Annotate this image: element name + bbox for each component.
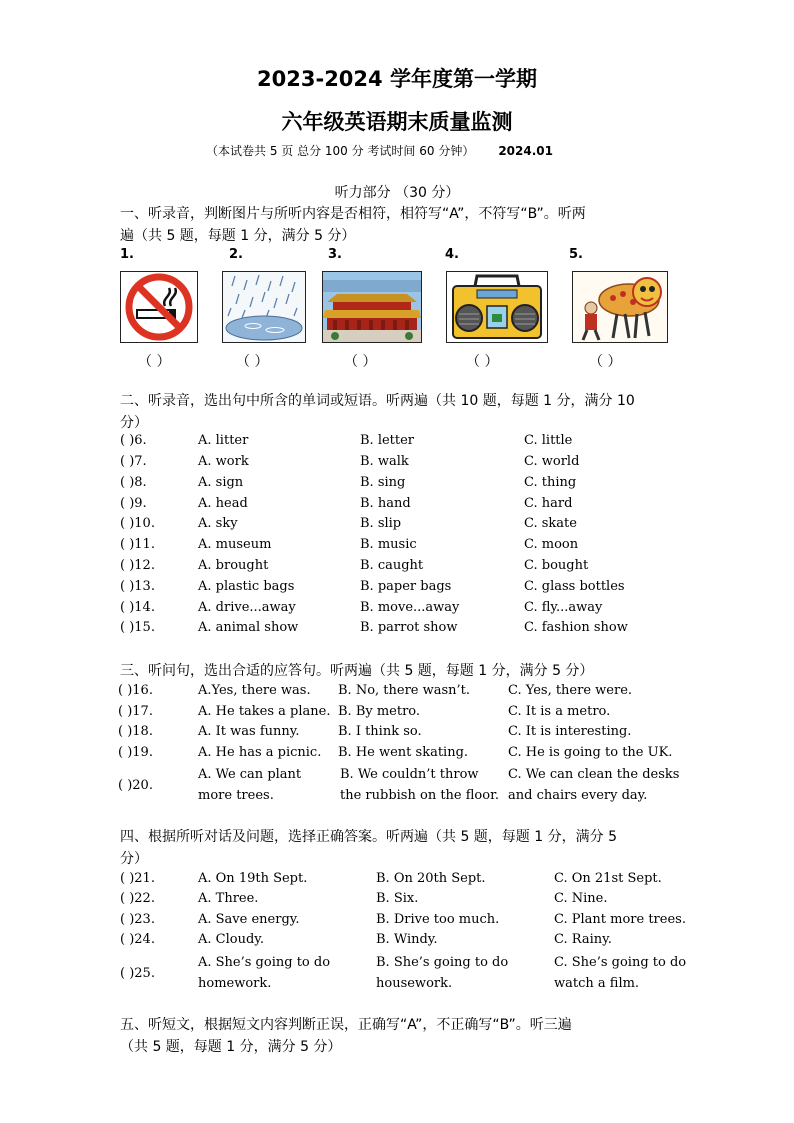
question-row <box>120 910 700 930</box>
lion-dance-icon <box>573 272 667 342</box>
option-a[interactable]: A. Save energy. <box>198 912 300 927</box>
question-row <box>120 869 700 889</box>
option-a[interactable]: A. He takes a plane. <box>198 704 331 719</box>
option-c[interactable]: C. Rainy. <box>554 932 612 947</box>
option-c-line1[interactable]: C. She’s going to do <box>554 955 687 970</box>
option-b[interactable]: B. move...away <box>360 600 460 615</box>
option-b[interactable]: B. letter <box>360 433 415 448</box>
option-a[interactable]: A. Cloudy. <box>198 932 265 947</box>
exam-subtitle: 六年级英语期末质量监测 <box>281 110 513 134</box>
option-b[interactable]: B. music <box>360 537 417 552</box>
option-c-line2[interactable]: watch a film. <box>554 976 640 991</box>
question-row <box>120 952 700 994</box>
option-a[interactable]: A. On 19th Sept. <box>198 871 308 886</box>
option-a[interactable]: A. drive...away <box>198 600 296 615</box>
question-number[interactable]: ( )18. <box>118 724 153 739</box>
question-number[interactable]: ( )6. <box>120 433 147 448</box>
exam-info <box>206 142 553 159</box>
section1-instruction-line1: 一、听录音，判断图片与所听内容是否相符，相符写“A”，不符写“B”。听两 <box>120 206 586 222</box>
option-a-line1[interactable]: A. We can plant <box>198 767 302 782</box>
question-number[interactable]: ( )23. <box>120 912 155 927</box>
question-row <box>120 598 700 618</box>
question-number[interactable]: ( )16. <box>118 683 153 698</box>
question-number[interactable]: ( )13. <box>120 579 155 594</box>
option-b[interactable]: B. By metro. <box>338 704 421 719</box>
option-c-line2[interactable]: and chairs every day. <box>508 788 648 803</box>
question-row <box>120 556 700 576</box>
option-b[interactable]: B. sing <box>360 475 406 490</box>
option-a[interactable]: A. animal show <box>198 620 299 635</box>
question-row <box>118 743 698 763</box>
section5-instruction-line2: （共 5 题，每题 1 分，满分 5 分） <box>120 1039 342 1055</box>
option-b-line2[interactable]: housework. <box>376 976 453 991</box>
option-c[interactable]: C. It is a metro. <box>508 704 611 719</box>
section2-instruction-line2: 分） <box>120 415 148 431</box>
option-b[interactable]: B. walk <box>360 454 409 469</box>
question-row <box>118 722 698 742</box>
option-a[interactable]: A. litter <box>198 433 249 448</box>
question-row <box>120 473 700 493</box>
item-3-blank[interactable]: （ ） <box>344 354 377 370</box>
option-a-line2[interactable]: more trees. <box>198 788 274 803</box>
question-row <box>120 618 700 638</box>
option-c[interactable]: C. world <box>524 454 580 469</box>
radio-icon <box>447 272 547 342</box>
no-smoking-picture <box>120 271 198 343</box>
option-b[interactable]: B. He went skating. <box>338 745 469 760</box>
question-number[interactable]: ( )24. <box>120 932 155 947</box>
question-row <box>120 930 700 950</box>
item-4-number: 4. <box>445 247 459 262</box>
lion-dance-picture <box>572 271 668 343</box>
option-c[interactable]: C. On 21st Sept. <box>554 871 662 886</box>
question-number[interactable]: ( )12. <box>120 558 155 573</box>
option-a[interactable]: A. head <box>198 496 248 511</box>
question-number[interactable]: ( )19. <box>118 745 153 760</box>
item-4-blank[interactable]: （ ） <box>466 354 499 370</box>
question-row <box>120 494 700 514</box>
exam-title: 2023-2024 学年度第一学期 <box>257 67 537 91</box>
radio-picture <box>446 271 548 343</box>
option-b[interactable]: B. Six. <box>376 891 419 906</box>
item-2-number: 2. <box>229 247 243 262</box>
option-c[interactable]: C. He is going to the UK. <box>508 745 673 760</box>
section2-instruction <box>120 390 690 434</box>
question-number[interactable]: ( )21. <box>120 871 155 886</box>
section3-instruction: 三、听问句，选出合适的应答句。听两遍（共 5 题，每题 1 分，满分 5 分） <box>120 663 594 679</box>
option-c[interactable]: C. Yes, there were. <box>508 683 633 698</box>
palace-icon <box>323 272 421 342</box>
question-number[interactable]: ( )11. <box>120 537 155 552</box>
section5-instruction <box>120 1014 690 1058</box>
option-c-line1[interactable]: C. We can clean the desks <box>508 767 680 782</box>
section4-instruction-line2: 分） <box>120 851 148 867</box>
question-number[interactable]: ( )25. <box>120 966 155 981</box>
item-5-blank[interactable]: （ ） <box>589 354 622 370</box>
option-c[interactable]: C. moon <box>524 537 579 552</box>
question-row <box>118 764 698 806</box>
question-number[interactable]: ( )14. <box>120 600 155 615</box>
option-b[interactable]: B. Windy. <box>376 932 438 947</box>
listening-heading: 听力部分 （30 分） <box>334 185 460 201</box>
option-b[interactable]: B. On 20th Sept. <box>376 871 486 886</box>
option-c[interactable]: C. glass bottles <box>524 579 625 594</box>
question-row <box>120 535 700 555</box>
option-b[interactable]: B. caught <box>360 558 424 573</box>
item-2-blank[interactable]: （ ） <box>236 354 269 370</box>
option-a[interactable]: A.Yes, there was. <box>198 683 311 698</box>
option-c[interactable]: C. little <box>524 433 573 448</box>
question-number[interactable]: ( )7. <box>120 454 147 469</box>
option-b[interactable]: B. I think so. <box>338 724 422 739</box>
option-b-line2[interactable]: the rubbish on the floor. <box>340 788 499 803</box>
question-row <box>120 452 700 472</box>
option-b-line1[interactable]: B. She’s going to do <box>376 955 509 970</box>
section1-instruction-line2: 遍（共 5 题，每题 1 分，满分 5 分） <box>120 228 356 244</box>
question-row <box>120 514 700 534</box>
option-b-line1[interactable]: B. We couldn’t throw <box>340 767 479 782</box>
option-a[interactable]: A. It was funny. <box>198 724 300 739</box>
rain-icon <box>223 272 305 342</box>
exam-info-text: （本试卷共 5 页 总分 100 分 考试时间 60 分钟） <box>206 144 475 158</box>
option-b[interactable]: B. paper bags <box>360 579 452 594</box>
question-row <box>120 577 700 597</box>
option-c[interactable]: C. fashion show <box>524 620 628 635</box>
option-a[interactable]: A. work <box>198 454 249 469</box>
section2-instruction-line1: 二、听录音，选出句中所含的单词或短语。听两遍（共 10 题，每题 1 分，满分 10 <box>120 393 635 409</box>
option-a[interactable]: A. He has a picnic. <box>198 745 322 760</box>
option-a[interactable]: A. brought <box>198 558 269 573</box>
section1-instruction <box>120 203 680 247</box>
option-c[interactable]: C. It is interesting. <box>508 724 632 739</box>
option-b[interactable]: B. Drive too much. <box>376 912 500 927</box>
option-a[interactable]: A. Three. <box>198 891 259 906</box>
exam-date: 2024.01 <box>498 144 553 158</box>
section5-instruction-line1: 五、听短文，根据短文内容判断正误，正确写“A”，不正确写“B”。听三遍 <box>120 1017 572 1033</box>
question-number[interactable]: ( )9. <box>120 496 147 511</box>
item-1-number: 1. <box>120 247 134 262</box>
section4-instruction-line1: 四、根据所听对话及问题，选择正确答案。听两遍（共 5 题，每题 1 分，满分 5 <box>120 829 617 845</box>
option-b[interactable]: B. hand <box>360 496 411 511</box>
no-smoking-icon <box>121 272 197 342</box>
option-c[interactable]: C. bought <box>524 558 589 573</box>
question-number[interactable]: ( )8. <box>120 475 147 490</box>
option-a-line2[interactable]: homework. <box>198 976 272 991</box>
option-a[interactable]: A. sign <box>198 475 244 490</box>
question-number[interactable]: ( )10. <box>120 516 155 531</box>
question-row <box>120 889 700 909</box>
question-number[interactable]: ( )22. <box>120 891 155 906</box>
option-c[interactable]: C. Nine. <box>554 891 608 906</box>
option-a[interactable]: A. sky <box>198 516 238 531</box>
question-number[interactable]: ( )20. <box>118 778 153 793</box>
question-row <box>118 702 698 722</box>
option-c[interactable]: C. thing <box>524 475 577 490</box>
item-5-number: 5. <box>569 247 583 262</box>
question-number[interactable]: ( )15. <box>120 620 155 635</box>
rain-picture <box>222 271 306 343</box>
option-a[interactable]: A. plastic bags <box>198 579 295 594</box>
section4-instruction <box>120 826 690 870</box>
forbidden-city-picture <box>322 271 422 343</box>
option-b[interactable]: B. No, there wasn’t. <box>338 683 471 698</box>
option-a-line1[interactable]: A. She’s going to do <box>198 955 331 970</box>
question-row <box>118 681 698 701</box>
item-1-blank[interactable]: （ ） <box>138 354 171 370</box>
question-number[interactable]: ( )17. <box>118 704 153 719</box>
option-c[interactable]: C. Plant more trees. <box>554 912 686 927</box>
option-c[interactable]: C. fly...away <box>524 600 603 615</box>
question-row <box>120 431 700 451</box>
option-a[interactable]: A. museum <box>198 537 272 552</box>
option-b[interactable]: B. parrot show <box>360 620 458 635</box>
option-b[interactable]: B. slip <box>360 516 402 531</box>
option-c[interactable]: C. hard <box>524 496 573 511</box>
item-3-number: 3. <box>328 247 342 262</box>
option-c[interactable]: C. skate <box>524 516 577 531</box>
